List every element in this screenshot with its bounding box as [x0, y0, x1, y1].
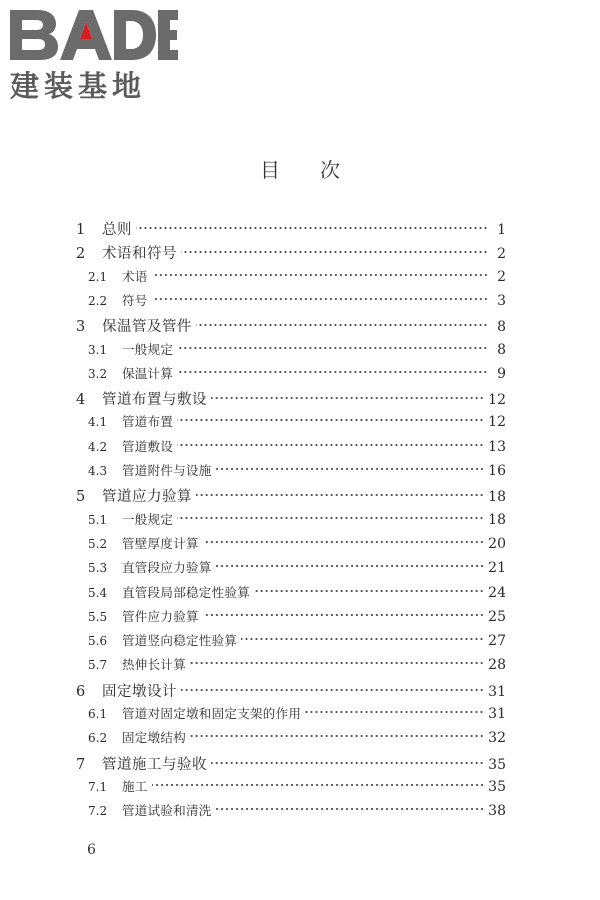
toc-entry-page: 8 — [497, 319, 506, 336]
toc-entry-number: 2 — [76, 246, 86, 263]
toc-dot-leader — [190, 733, 484, 739]
toc-section-entry[interactable] — [88, 437, 506, 459]
toc-chapter-entry[interactable] — [74, 218, 506, 240]
toc-section-entry[interactable] — [88, 558, 506, 580]
toc-entry-label: 管道敷设 — [122, 438, 174, 454]
toc-entry-label: 热伸长计算 — [122, 657, 187, 673]
toc-chapter-entry[interactable] — [74, 680, 506, 702]
toc-entry-number: 5 — [76, 489, 86, 506]
toc-entry-page: 31 — [488, 706, 506, 722]
toc-section-entry[interactable] — [88, 412, 506, 434]
toc-entry-label: 保温计算 — [122, 365, 174, 381]
toc-entry-number: 3.1 — [88, 342, 108, 357]
toc-entry-page: 13 — [488, 438, 506, 455]
toc-dot-leader — [216, 563, 485, 569]
toc-entry-page: 21 — [488, 560, 506, 577]
toc-dot-leader — [181, 249, 488, 255]
toc-entry-label: 符号 — [122, 292, 148, 308]
toc-entry-number: 5.3 — [88, 561, 108, 576]
toc-section-entry[interactable] — [88, 340, 506, 362]
toc-entry-label: 管道对固定墩和固定支架的作用 — [122, 706, 302, 721]
toc-section-entry[interactable] — [88, 267, 506, 289]
toc-section-entry[interactable] — [88, 631, 506, 653]
toc-entry-label: 管道竖向稳定性验算 — [122, 633, 238, 649]
toc-entry-page: 2 — [497, 268, 506, 285]
toc-entry-page: 18 — [488, 511, 506, 528]
toc-section-entry[interactable] — [88, 801, 506, 823]
toc-entry-page: 35 — [488, 756, 506, 773]
toc-section-entry[interactable] — [88, 728, 506, 750]
toc-dot-leader — [211, 760, 484, 766]
toc-entry-label: 管道应力验算 — [102, 489, 192, 506]
toc-section-entry[interactable] — [88, 534, 506, 556]
toc-entry-page: 12 — [488, 392, 506, 409]
toc-entry-number: 7 — [76, 756, 86, 773]
toc-entry-page: 31 — [488, 683, 506, 700]
toc-dot-leader — [136, 225, 488, 231]
toc-dot-leader — [190, 660, 484, 666]
toc-dot-leader — [196, 322, 488, 328]
toc-entry-page: 8 — [497, 341, 506, 358]
page-number: 6 — [87, 842, 96, 858]
toc-entry-number: 7.2 — [88, 804, 108, 819]
toc-title: 目次 — [260, 158, 380, 182]
toc-entry-page: 27 — [488, 633, 506, 650]
toc-section-entry[interactable] — [88, 364, 506, 386]
toc-entry-label: 固定墩结构 — [122, 730, 187, 746]
toc-entry-label: 一般规定 — [122, 511, 174, 527]
toc-dot-leader — [203, 612, 484, 618]
toc-entry-label: 一般规定 — [122, 341, 174, 357]
toc-dot-leader — [152, 782, 485, 788]
toc-dot-leader — [305, 709, 484, 715]
toc-entry-label: 管道试验和清洗 — [122, 803, 212, 819]
toc-chapter-entry[interactable] — [74, 242, 506, 264]
toc-section-entry[interactable] — [88, 461, 506, 483]
toc-entry-label: 管道布置 — [122, 414, 174, 430]
toc-entry-page: 28 — [488, 657, 506, 674]
toc-entry-number: 5.4 — [88, 585, 108, 600]
toc-chapter-entry[interactable] — [74, 753, 506, 775]
toc-entry-number: 2.1 — [88, 269, 108, 284]
toc-entry-label: 直管段应力验算 — [122, 560, 212, 576]
toc-dot-leader — [152, 272, 488, 278]
toc-dot-leader — [211, 395, 484, 401]
toc-dot-leader — [254, 588, 484, 594]
toc-entry-number: 5.2 — [88, 536, 108, 551]
toc-entry-number: 4 — [76, 392, 86, 409]
toc-entry-page: 2 — [497, 246, 506, 263]
toc-entry-number: 5.1 — [88, 512, 108, 527]
toc-entry-label: 管道附件与设施 — [122, 463, 212, 478]
toc-dot-leader — [241, 636, 484, 642]
toc-dot-leader — [196, 492, 484, 498]
toc-entry-number: 4.1 — [88, 415, 108, 430]
toc-entry-label: 总则 — [102, 222, 132, 238]
toc-dot-leader — [203, 539, 484, 545]
toc-entry-page: 9 — [497, 365, 506, 382]
toc-entry-label: 直管段局部稳定性验算 — [122, 584, 251, 600]
toc-entry-number: 7.1 — [88, 779, 108, 794]
toc-entry-page: 25 — [488, 608, 506, 625]
toc-entry-number: 2.2 — [88, 293, 108, 308]
toc-entry-number: 1 — [76, 222, 86, 238]
toc-entry-number: 5.6 — [88, 634, 108, 649]
toc-entry-page: 16 — [488, 463, 506, 479]
toc-section-entry[interactable] — [88, 510, 506, 532]
toc-dot-leader — [177, 515, 484, 521]
toc-entry-label: 管道布置与敷设 — [102, 392, 207, 409]
toc-entry-page: 24 — [488, 584, 506, 601]
toc-dot-leader — [177, 417, 484, 423]
toc-entry-label: 保温管及管件 — [102, 319, 192, 336]
toc-entry-page: 20 — [488, 535, 506, 552]
toc-dot-leader — [177, 369, 488, 375]
toc-entry-number: 5.7 — [88, 658, 108, 673]
toc-entry-number: 6.1 — [88, 707, 108, 721]
toc-entry-number: 3 — [76, 319, 86, 336]
toc-dot-leader — [177, 442, 484, 448]
toc-entry-number: 4.2 — [88, 439, 108, 454]
toc-entry-label: 管壁厚度计算 — [122, 535, 199, 551]
toc-entry-page: 38 — [488, 803, 506, 820]
toc-entry-page: 1 — [497, 222, 506, 238]
toc-entry-number: 6 — [76, 683, 86, 700]
bade-logo-subtitle: 建装基地 — [10, 69, 147, 103]
toc-entry-label: 管道施工与验收 — [102, 756, 207, 773]
toc-entry-number: 6.2 — [88, 731, 108, 746]
toc-section-entry[interactable] — [88, 583, 506, 605]
toc-entry-number: 3.2 — [88, 366, 108, 381]
toc-chapter-entry[interactable] — [74, 315, 506, 337]
toc-entry-number: 4.3 — [88, 464, 108, 478]
toc-entry-page: 32 — [488, 730, 506, 747]
toc-entry-label: 术语 — [122, 268, 148, 284]
toc-dot-leader — [181, 687, 484, 693]
toc-chapter-entry[interactable] — [74, 388, 506, 410]
toc-dot-leader — [152, 296, 488, 302]
toc-dot-leader — [216, 466, 485, 472]
toc-entry-label: 术语和符号 — [102, 246, 177, 263]
toc-section-entry[interactable] — [88, 655, 506, 677]
toc-dot-leader — [177, 345, 488, 351]
toc-entry-page: 18 — [488, 489, 506, 506]
toc-entry-label: 固定墩设计 — [102, 683, 177, 700]
toc-section-entry[interactable] — [88, 777, 506, 799]
toc-dot-leader — [216, 806, 485, 812]
toc-section-entry[interactable] — [88, 291, 506, 313]
toc-entry-label: 管件应力验算 — [122, 608, 199, 624]
toc-section-entry[interactable] — [88, 607, 506, 629]
toc-chapter-entry[interactable] — [74, 485, 506, 507]
toc-section-entry[interactable] — [88, 704, 506, 726]
toc-entry-number: 5.5 — [88, 609, 108, 624]
toc-entry-page: 35 — [488, 778, 506, 795]
toc-entry-label: 施工 — [122, 778, 148, 794]
toc-entry-page: 3 — [497, 292, 506, 309]
toc-entry-page: 12 — [488, 414, 506, 431]
